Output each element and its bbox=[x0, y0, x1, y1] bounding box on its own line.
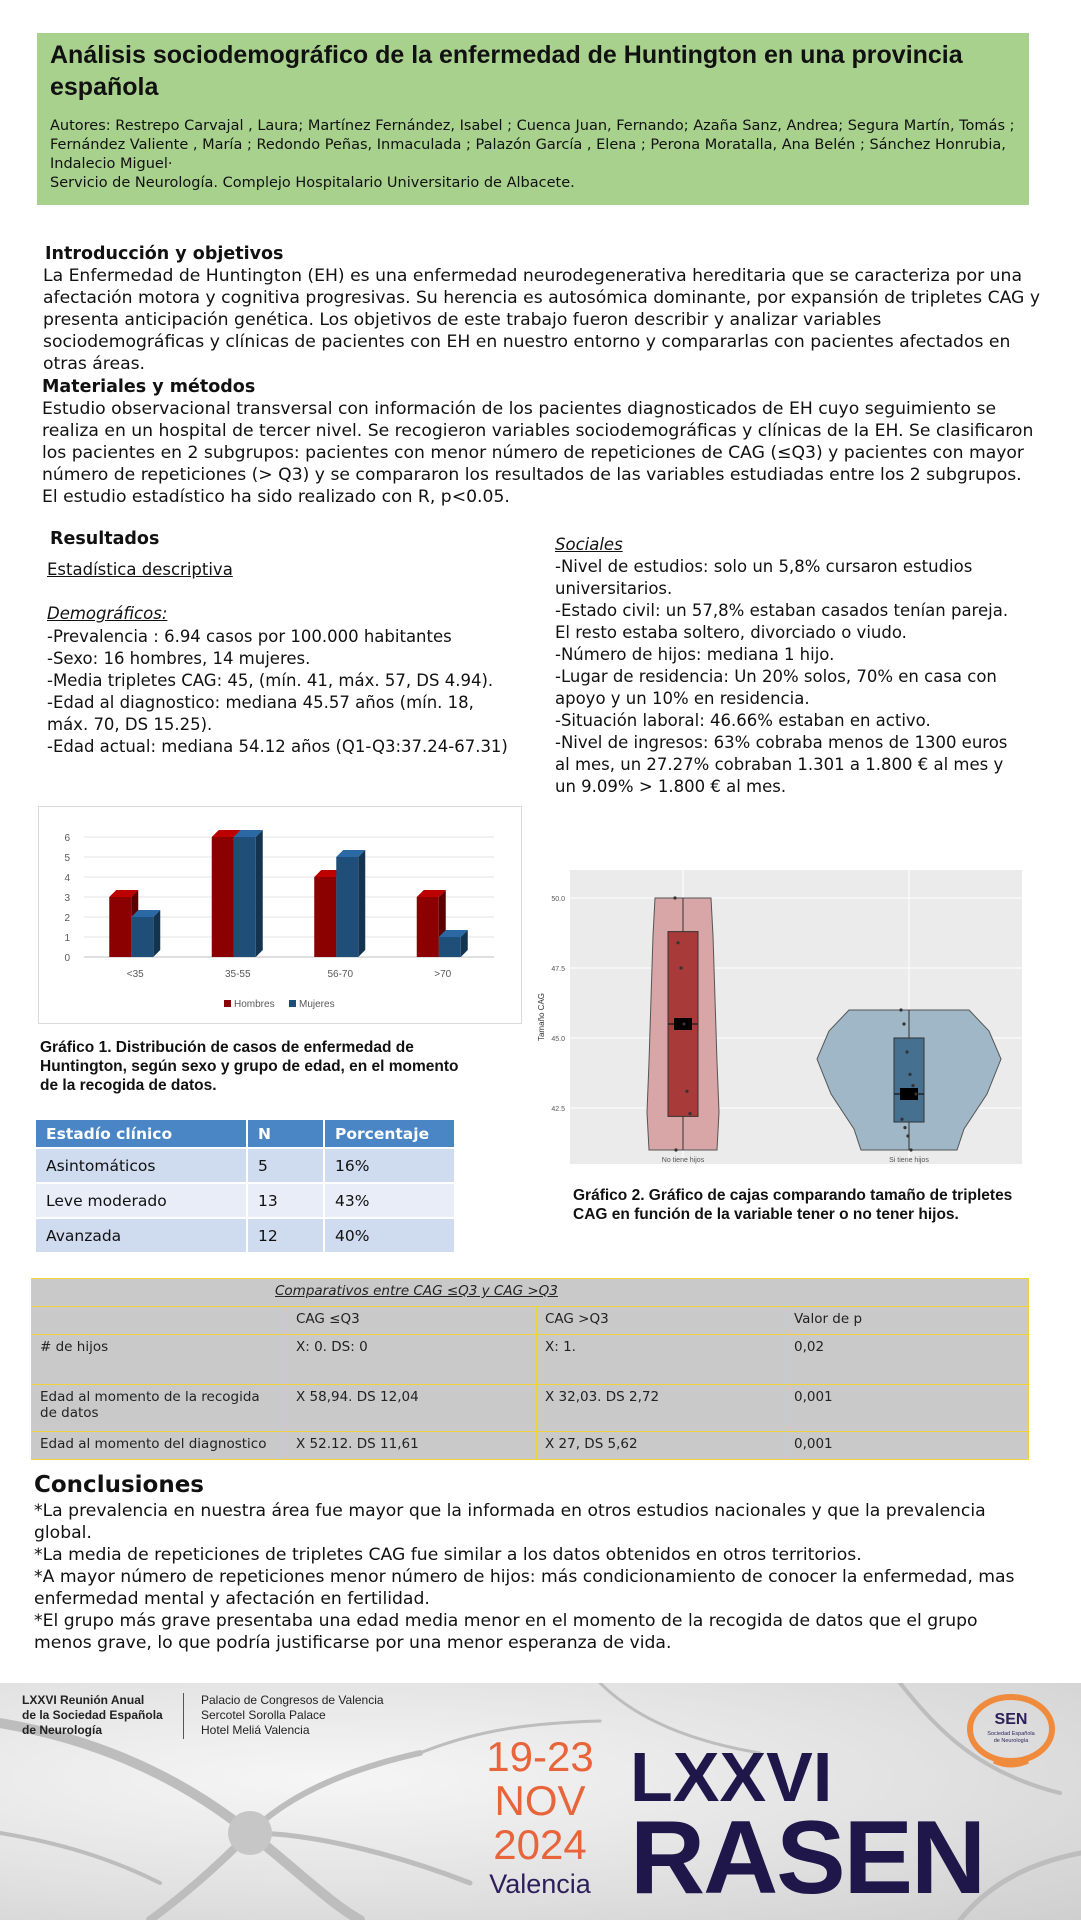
table-row bbox=[32, 1432, 1029, 1460]
conclusion-line: *La media de repeticiones de tripletes CAG fue similar a los datos obtenidos en otros territorios. bbox=[34, 1545, 862, 1565]
bar bbox=[109, 897, 131, 957]
social-line: -Estado civil: un 57,8% estaban casados tenían pareja. El resto estaba soltero, divorciado o viudo. bbox=[555, 601, 1009, 642]
table-cell: X 32,03. DS 2,72 bbox=[537, 1385, 786, 1432]
y-tick-label: 47.5 bbox=[551, 966, 565, 973]
congress-dates bbox=[470, 1735, 610, 1867]
table-cell: Leve moderado bbox=[36, 1184, 248, 1219]
demographics-list bbox=[47, 626, 515, 758]
results-heading: Resultados bbox=[50, 529, 160, 549]
bar bbox=[212, 837, 234, 957]
rasen-wordmark: RASEN bbox=[630, 1800, 985, 1916]
bar bbox=[131, 917, 153, 957]
table-cell: Edad al momento del diagnostico bbox=[32, 1432, 288, 1460]
table-cell: # de hijos bbox=[32, 1335, 288, 1385]
data-point bbox=[674, 1148, 677, 1151]
authors: Autores: Restrepo Carvajal , Laura; Martínez Fernández, Isabel ; Cuenca Juan, Fernando; Azaña Sanz, Andrea; Segura Martín, Tomás ; Fernández Valiente , María ; Redondo Peñas, Inmaculada ; Palazón García , Elena ; Perona Moratalla, Ana Belén ; Sánchez Honrubia, Indalecio Miguel· bbox=[50, 118, 1015, 172]
y-tick-label: 1 bbox=[64, 933, 70, 944]
table-cell: 0,02 bbox=[786, 1335, 1029, 1385]
table-title-row bbox=[32, 1279, 1029, 1307]
date-year: 2024 bbox=[493, 1821, 587, 1868]
venue-list bbox=[201, 1693, 384, 1738]
meeting-name bbox=[22, 1693, 163, 1738]
x-tick-label: <35 bbox=[126, 969, 144, 980]
box bbox=[894, 1038, 924, 1122]
bar bbox=[314, 877, 336, 957]
table-row bbox=[36, 1184, 456, 1219]
table-cell: X: 0. DS: 0 bbox=[288, 1335, 537, 1385]
sen-logo bbox=[966, 1691, 1056, 1771]
logo-sub-line: de Neurología bbox=[993, 1738, 1029, 1744]
legend-swatch bbox=[289, 1000, 296, 1007]
table-row bbox=[36, 1149, 456, 1184]
edition-numeral: LXXVI bbox=[630, 1738, 833, 1816]
demo-line: -Edad actual: mediana 54.12 años (Q1-Q3:37.24-67.31) bbox=[47, 737, 508, 756]
bar-chart-panel bbox=[38, 806, 522, 1024]
y-tick-label: 0 bbox=[64, 953, 70, 964]
bar bbox=[417, 897, 439, 957]
intro-section bbox=[45, 243, 1035, 265]
table-cell: X 27, DS 5,62 bbox=[537, 1432, 786, 1460]
social-line: -Nivel de estudios: solo un 5,8% cursaron estudios universitarios. bbox=[555, 557, 973, 598]
methods-text: Estudio observacional transversal con información de los pacientes diagnosticados de EH cuyo seguimiento se realiza en un hospital de tercer nivel. Se recogieron variables sociodemográficas y clínicas de la EH. Se clasificaron los pacientes en 2 subgrupos: pacientes con menor número de repeticiones de CAG (≤Q3) y pacientes con mayor número de repeticiones (> Q3) y se compararon los resultados de las variables estudiadas entre los 2 subgrupos. El estudio estadístico ha sido realizado con R, p<0.05. bbox=[42, 399, 1034, 507]
table-header-cell: Porcentaje bbox=[325, 1120, 456, 1149]
data-point bbox=[906, 1134, 909, 1137]
violin-chart bbox=[534, 868, 1026, 1166]
y-tick-label: 4 bbox=[64, 873, 70, 884]
comparison-table bbox=[31, 1278, 1029, 1460]
data-point bbox=[685, 1090, 688, 1093]
table-cell: 0,001 bbox=[786, 1385, 1029, 1432]
x-tick-label: 56-70 bbox=[327, 969, 354, 980]
y-tick-label: 5 bbox=[64, 853, 70, 864]
x-tick-label: No tiene hijos bbox=[661, 1157, 705, 1164]
table-cell: Edad al momento de la recogida de datos bbox=[32, 1385, 288, 1432]
table-cell: Avanzada bbox=[36, 1219, 248, 1254]
y-axis-label: Tamaño CAG bbox=[537, 992, 546, 1042]
table-cell: Asintomáticos bbox=[36, 1149, 248, 1184]
y-tick-label: 45.0 bbox=[551, 1036, 565, 1043]
table-row bbox=[32, 1335, 1029, 1385]
bar-side bbox=[358, 850, 365, 957]
data-point bbox=[673, 896, 676, 899]
date-days: 19-23 bbox=[486, 1733, 594, 1780]
comparison-title: Comparativos entre CAG ≤Q3 y CAG >Q3 bbox=[32, 1279, 1029, 1307]
table-cell: 0,001 bbox=[786, 1432, 1029, 1460]
bar-chart bbox=[39, 807, 521, 1023]
legend-label: Mujeres bbox=[299, 999, 335, 1010]
data-point bbox=[679, 966, 682, 969]
y-tick-label: 50.0 bbox=[551, 896, 565, 903]
descriptive-subheading: Estadística descriptiva bbox=[47, 560, 233, 579]
conclusions-heading: Conclusiones bbox=[34, 1472, 204, 1498]
social-line: -Nivel de ingresos: 63% cobraba menos de 1300 euros al mes, un 27.27% cobraban 1.301 a 1.800 € al mes y un 9.09% > 1.800 € al mes. bbox=[555, 733, 1008, 796]
data-point bbox=[688, 1112, 691, 1115]
social-line: -Número de hijos: mediana 1 hijo. bbox=[555, 645, 835, 664]
table-cell: 12 bbox=[248, 1219, 325, 1254]
table-cell: X 58,94. DS 12,04 bbox=[288, 1385, 537, 1432]
date-month: NOV bbox=[494, 1777, 586, 1824]
bar bbox=[336, 857, 358, 957]
bar-side bbox=[153, 910, 160, 957]
table-cell: 43% bbox=[325, 1184, 456, 1219]
table-header-row bbox=[32, 1307, 1029, 1335]
intro-text: La Enfermedad de Huntington (EH) es una enfermedad neurodegenerativa hereditaria que se caracteriza por una afectación motora y cognitiva progresivas. Su herencia es autosómica dominante, por expansión de tripletes CAG y presenta anticipación genética. Los objetivos de este trabajo fueron describir y analizar variables sociodemográficas y clínicas de pacientes con EH en nuestro entorno y compararlas con pacientes afectados en otras áreas. bbox=[43, 266, 1040, 374]
table-header-cell: CAG >Q3 bbox=[537, 1307, 786, 1335]
venue-line: Sercotel Sorolla Palace bbox=[201, 1708, 326, 1722]
table-cell: 13 bbox=[248, 1184, 325, 1219]
data-point bbox=[899, 1008, 902, 1011]
meeting-line: de Neurología bbox=[22, 1723, 103, 1737]
demo-line: -Media tripletes CAG: 45, (mín. 41, máx. 57, DS 4.94). bbox=[47, 671, 494, 690]
y-tick-label: 6 bbox=[64, 833, 70, 844]
data-point bbox=[908, 1073, 911, 1076]
demographics-heading: Demográficos: bbox=[47, 604, 168, 623]
data-point bbox=[900, 1118, 903, 1121]
bar bbox=[439, 937, 461, 957]
table-row bbox=[32, 1385, 1029, 1432]
chart2-caption: Gráfico 2. Gráfico de cajas comparando tamaño de tripletes CAG en función de la variable tener o no tener hijos. bbox=[573, 1187, 1013, 1223]
demo-line: -Prevalencia : 6.94 casos por 100.000 habitantes bbox=[47, 627, 452, 646]
footer-divider bbox=[183, 1693, 184, 1739]
table-cell: 5 bbox=[248, 1149, 325, 1184]
x-tick-label: >70 bbox=[434, 969, 452, 980]
demo-line: -Sexo: 16 hombres, 14 mujeres. bbox=[47, 649, 311, 668]
table-row bbox=[36, 1219, 456, 1254]
y-tick-label: 2 bbox=[64, 913, 70, 924]
y-tick-label: 3 bbox=[64, 893, 70, 904]
data-point bbox=[902, 1022, 905, 1025]
conclusions-list bbox=[34, 1500, 1034, 1654]
venue-line: Palacio de Congresos de Valencia bbox=[201, 1693, 384, 1707]
chart1-caption: Gráfico 1. Distribución de casos de enfermedad de Huntington, según sexo y grupo de edad, en el momento de la recogida de datos. bbox=[40, 1039, 459, 1094]
data-point bbox=[914, 1092, 917, 1095]
table-header-cell: Valor de p bbox=[786, 1307, 1029, 1335]
methods-heading: Materiales y métodos bbox=[42, 377, 256, 397]
table-header-row bbox=[36, 1120, 456, 1149]
table-cell: X 52.12. DS 11,61 bbox=[288, 1432, 537, 1460]
y-tick-label: 42.5 bbox=[551, 1106, 565, 1113]
x-tick-label: 35-55 bbox=[224, 969, 251, 980]
table-header-cell: N bbox=[248, 1120, 325, 1149]
data-point bbox=[903, 1126, 906, 1129]
affiliation: Servicio de Neurología. Complejo Hospitalario Universitario de Albacete. bbox=[50, 175, 575, 191]
data-point bbox=[676, 941, 679, 944]
conclusion-line: *La prevalencia en nuestra área fue mayor que la informada en otros estudios nacionales y que la prevalencia global. bbox=[34, 1501, 986, 1543]
social-line: -Lugar de residencia: Un 20% solos, 70% en casa con apoyo y un 10% en residencia. bbox=[555, 667, 997, 708]
social-line: -Situación laboral: 46.66% estaban en activo. bbox=[555, 711, 931, 730]
intro-heading: Introducción y objetivos bbox=[45, 244, 284, 264]
social-list bbox=[555, 556, 1015, 798]
bar-side bbox=[256, 830, 263, 957]
congress-footer bbox=[0, 1683, 1081, 1920]
meeting-line: de la Sociedad Española bbox=[22, 1708, 163, 1722]
social-heading: Sociales bbox=[555, 535, 623, 554]
table-header-cell bbox=[32, 1307, 288, 1335]
table-cell: X: 1. bbox=[537, 1335, 786, 1385]
violin-chart-panel bbox=[534, 868, 1026, 1166]
meeting-line: LXXVI Reunión Anual bbox=[22, 1693, 145, 1707]
demo-line: -Edad al diagnostico: mediana 45.57 años (mín. 18, máx. 70, DS 15.25). bbox=[47, 693, 474, 734]
legend-swatch bbox=[224, 1000, 231, 1007]
data-point bbox=[911, 1084, 914, 1087]
conclusion-line: *El grupo más grave presentaba una edad media menor en el momento de la recogida de datos que el grupo menos grave, lo que podría justificarse por una menor esperanza de vida. bbox=[34, 1611, 978, 1653]
x-tick-label: Si tiene hijos bbox=[889, 1157, 929, 1164]
title-banner bbox=[37, 33, 1029, 205]
table-cell: 40% bbox=[325, 1219, 456, 1254]
congress-city: Valencia bbox=[489, 1869, 591, 1899]
data-point bbox=[682, 1022, 685, 1025]
logo-subtitle bbox=[966, 1731, 1056, 1745]
conclusion-line: *A mayor número de repeticiones menor número de hijos: más condicionamiento de conocer la enfermedad, mas enfermedad mental y afectación en fertilidad. bbox=[34, 1567, 1015, 1609]
table-cell: 16% bbox=[325, 1149, 456, 1184]
venue-line: Hotel Meliá Valencia bbox=[201, 1723, 310, 1737]
logo-text: SEN bbox=[994, 1711, 1028, 1728]
data-point bbox=[905, 1050, 908, 1053]
clinical-stage-table bbox=[36, 1120, 456, 1254]
data-point bbox=[909, 1148, 912, 1151]
legend-label: Hombres bbox=[234, 999, 275, 1010]
logo-sub-line: Sociedad Española bbox=[987, 1731, 1035, 1737]
bar bbox=[234, 837, 256, 957]
table-header-cell: Estadío clínico bbox=[36, 1120, 248, 1149]
poster-title: Análisis sociodemográfico de la enfermedad de Huntington en una provincia española bbox=[50, 41, 963, 101]
table-header-cell: CAG ≤Q3 bbox=[288, 1307, 537, 1335]
